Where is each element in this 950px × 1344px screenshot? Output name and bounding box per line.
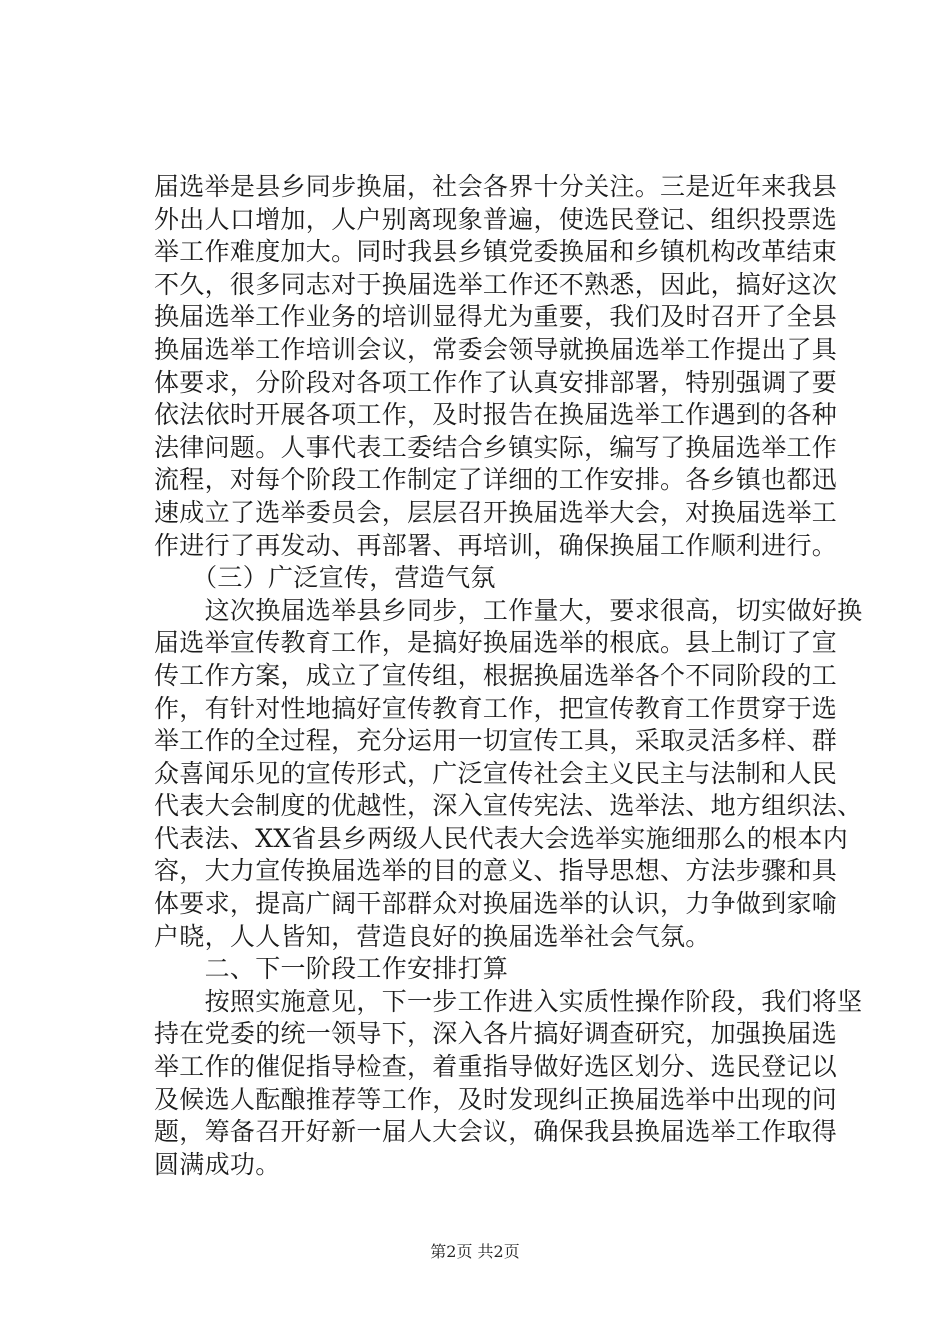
text-line: 容，大力宣传换届选举的目的意义、指导思想、方法步骤和具 — [154, 856, 838, 886]
text-line: 按照实施意见，下一步工作进入实质性操作阶段，我们将坚 — [154, 986, 863, 1016]
text-line: 代表大会制度的优越性，深入宣传宪法、选举法、地方组织法、 — [154, 791, 863, 821]
text-line: 圆满成功。 — [154, 1149, 281, 1179]
text-line: 举工作难度加大。同时我县乡镇党委换届和乡镇机构改革结束 — [154, 237, 838, 267]
text-line: 户晓，人人皆知，营造良好的换届选举社会气氛。 — [154, 921, 711, 951]
text-line: 及候选人酝酿推荐等工作，及时发现纠正换届选举中出现的问 — [154, 1084, 838, 1114]
text-line: 法律问题。人事代表工委结合乡镇实际，编写了换届选举工作 — [154, 432, 838, 462]
page-footer: 第2页 共2页 — [430, 1242, 520, 1261]
text-line: 持在党委的统一领导下，深入各片搞好调查研究，加强换届选 — [154, 1019, 838, 1049]
text-line: 体要求，分阶段对各项工作作了认真安排部署，特别强调了要 — [154, 367, 838, 397]
text-line: 代表法、XX省县乡两级人民代表大会选举实施细那么的根本内 — [154, 823, 848, 853]
text-line: 依法依时开展各项工作，及时报告在换届选举工作遇到的各种 — [154, 400, 838, 430]
text-line: 作，有针对性地搞好宣传教育工作，把宣传教育工作贯穿于选 — [154, 693, 838, 723]
text-line: （三）广泛宣传，营造气氛 — [154, 563, 496, 593]
text-line: 届选举宣传教育工作，是搞好换届选举的根底。县上制订了宣 — [154, 628, 838, 658]
text-line: 体要求，提高广阔干部群众对换届选举的认识，力争做到家喻 — [154, 889, 838, 919]
text-line: 作进行了再发动、再部署、再培训，确保换届工作顺利进行。 — [154, 530, 838, 560]
text-line: 换届选举工作培训会议，常委会领导就换届选举工作提出了具 — [154, 334, 838, 364]
text-line: 外出人口增加，人户别离现象普遍，使选民登记、组织投票选 — [154, 204, 838, 234]
body-text — [154, 171, 863, 1181]
text-line: 众喜闻乐见的宣传形式，广泛宣传社会主义民主与法制和人民 — [154, 758, 838, 788]
text-line: 题，筹备召开好新一届人大会议，确保我县换届选举工作取得 — [154, 1117, 838, 1147]
text-line: 举工作的催促指导检查，着重指导做好选区划分、选民登记以 — [154, 1052, 838, 1082]
text-line: 速成立了选举委员会，层层召开换届选举大会，对换届选举工 — [154, 497, 838, 527]
text-line: 不久，很多同志对于换届选举工作还不熟悉，因此，搞好这次 — [154, 269, 838, 299]
text-line: 这次换届选举县乡同步，工作量大，要求很高，切实做好换 — [154, 595, 863, 625]
text-line: 传工作方案，成立了宣传组，根据换届选举各个不同阶段的工 — [154, 660, 838, 690]
text-line: 换届选举工作业务的培训显得尤为重要，我们及时召开了全县 — [154, 302, 838, 332]
text-line: 届选举是县乡同步换届，社会各界十分关注。三是近年来我县 — [154, 172, 838, 201]
text-line: 举工作的全过程，充分运用一切宣传工具，采取灵活多样、群 — [154, 726, 838, 756]
text-line: 流程，对每个阶段工作制定了详细的工作安排。各乡镇也都迅 — [154, 465, 838, 495]
text-line: 二、下一阶段工作安排打算 — [154, 954, 509, 984]
